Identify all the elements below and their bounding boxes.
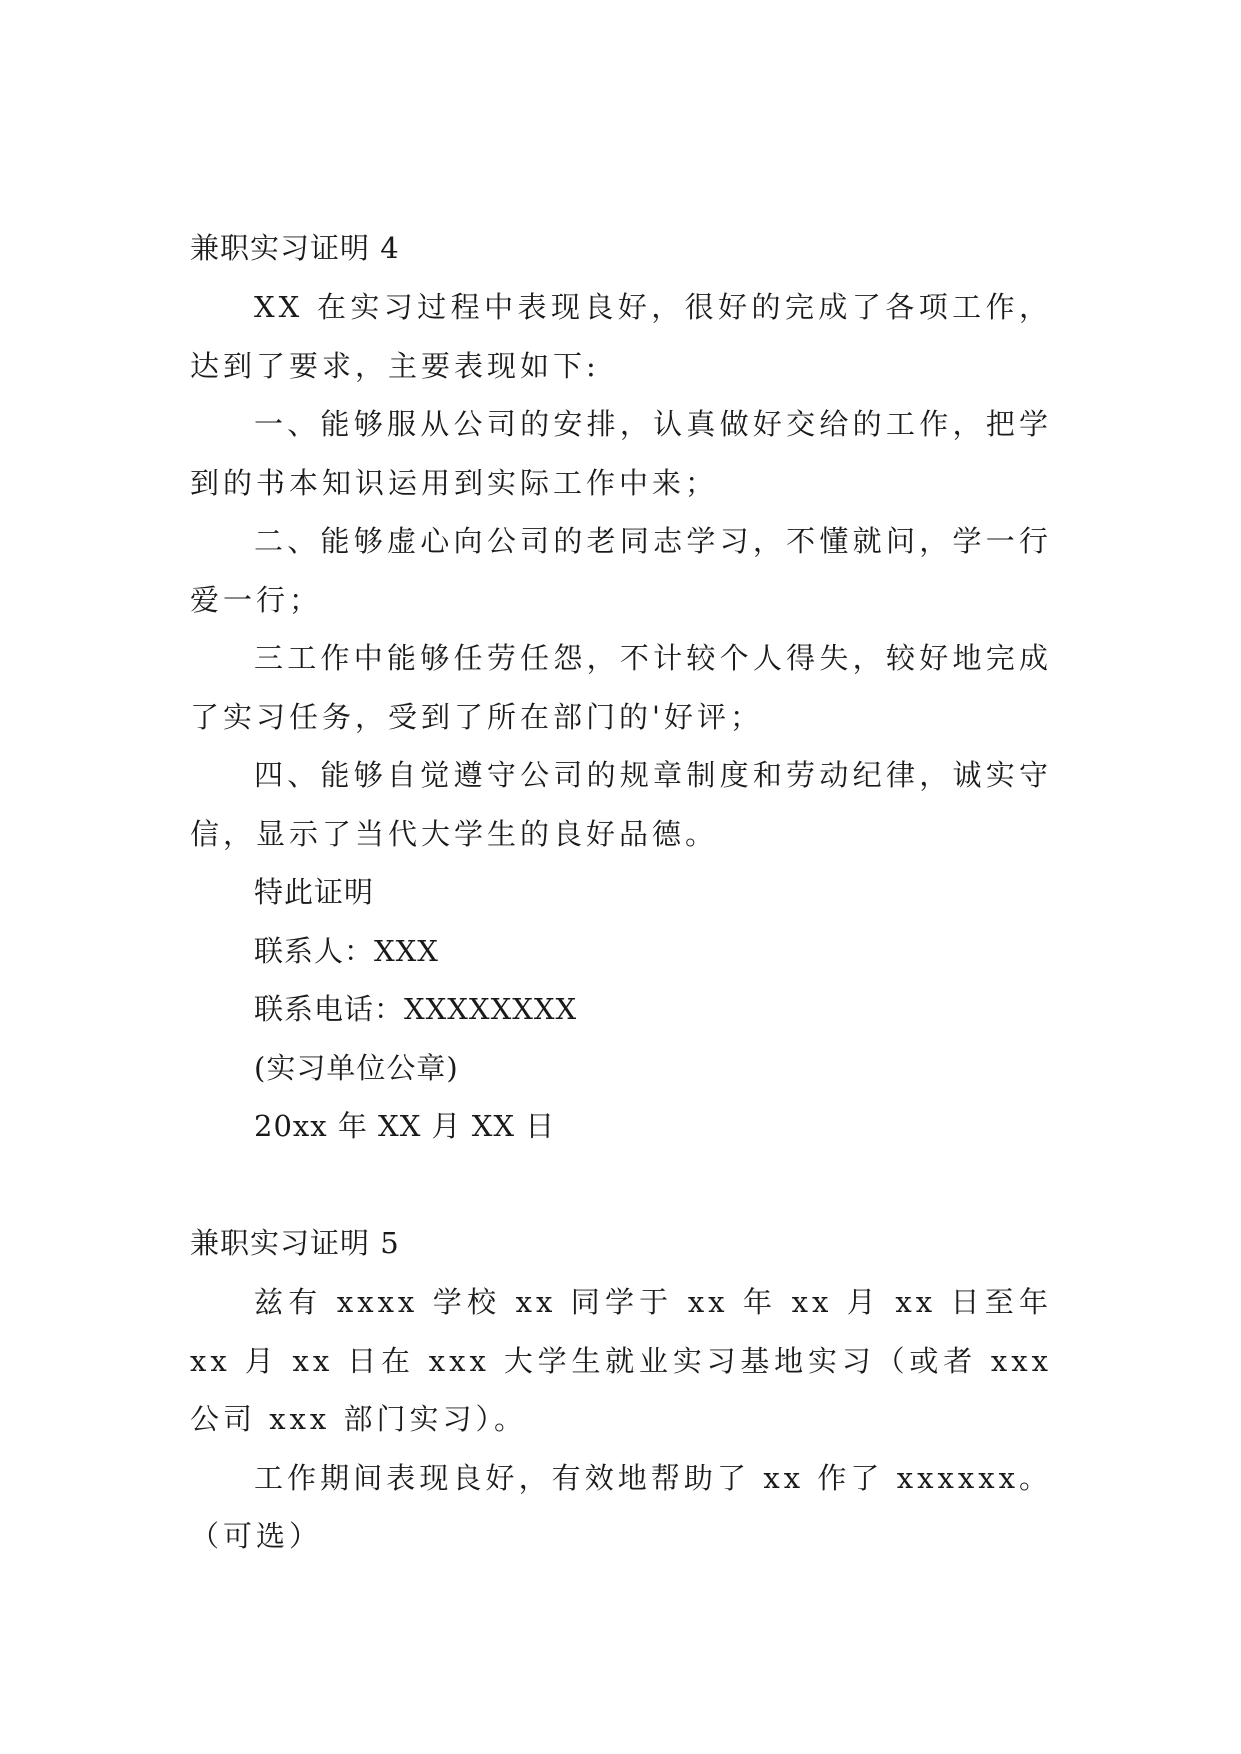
certificate-4-title: 兼职实习证明 4	[190, 231, 400, 265]
certificate-4-intro: XX 在实习过程中表现良好，很好的完成了各项工作，达到了要求，主要表现如下:	[190, 290, 1052, 383]
certificate-5-title: 兼职实习证明 5	[190, 1226, 400, 1260]
certificate-4-seal: (实习单位公章)	[254, 1050, 459, 1085]
certificate-4-item-1: 一、能够服从公司的安排，认真做好交给的工作，把学到的书本知识运用到实际工作中来；	[190, 407, 1052, 500]
certificate-4-date: 20xx 年 XX 月 XX 日	[254, 1109, 556, 1143]
certificate-4-phone: 联系电话：XXXXXXXX	[254, 992, 578, 1026]
certificate-4-item-4: 四、能够自觉遵守公司的规章制度和劳动纪律，诚实守信，显示了当代大学生的良好品德。	[190, 758, 1052, 851]
certificate-4-item-2: 二、能够虚心向公司的老同志学习，不懂就问，学一行爱一行；	[190, 524, 1052, 617]
certificate-4-contact: 联系人：XXX	[254, 933, 439, 968]
certificate-4-item-3: 三工作中能够任劳任怨，不计较个人得失，较好地完成了实习任务，受到了所在部门的'好评；	[190, 641, 1052, 734]
certificate-4-certify: 特此证明	[254, 875, 375, 909]
certificate-4	[190, 218, 1052, 1156]
certificate-5-para-2: 工作期间表现良好，有效地帮助了 xx 作了 xxxxxx。（可选）	[190, 1460, 1052, 1553]
certificate-5	[190, 1213, 1052, 1566]
certificate-5-para-1: 兹有 xxxx 学校 xx 同学于 xx 年 xx 月 xx 日至年 xx 月 xx 日在 xxx 大学生就业实习基地实习（或者 xxx 公司 xxx 部门实习）。	[190, 1285, 1052, 1436]
